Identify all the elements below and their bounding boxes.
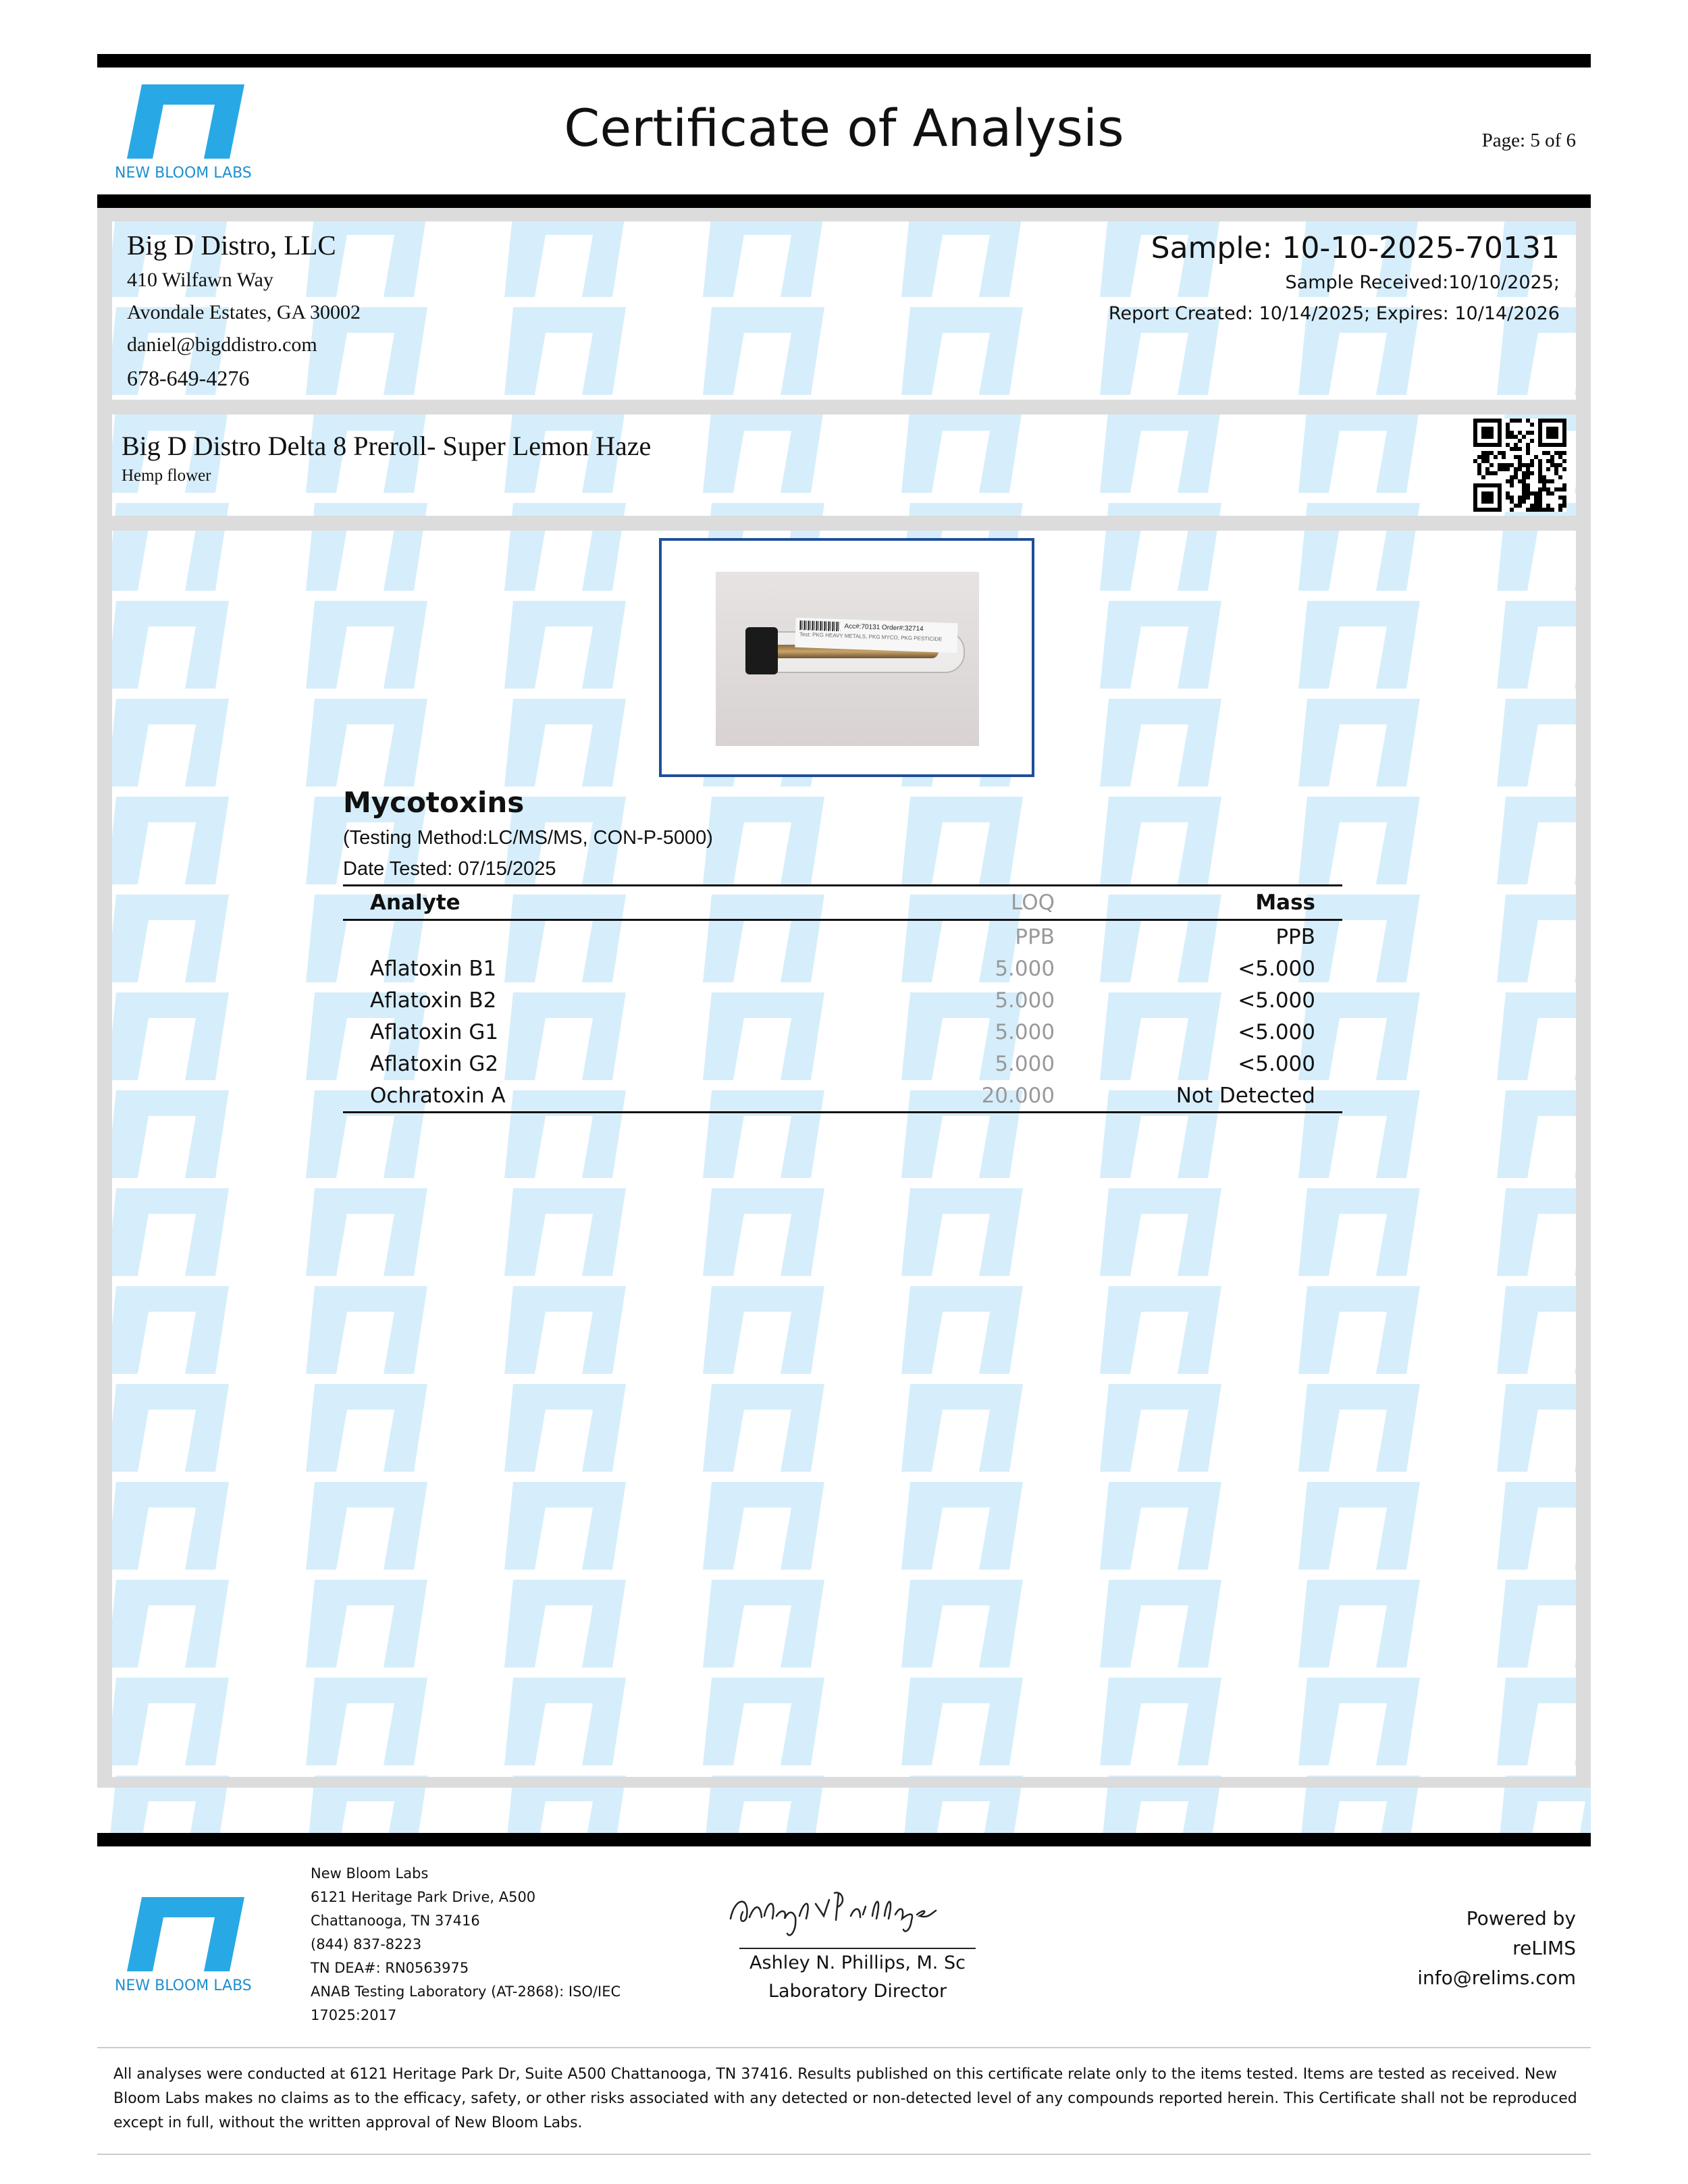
header-mass: Mass <box>1082 886 1342 920</box>
watermark-logo-icon <box>1282 692 1430 793</box>
mass-value: <5.000 <box>1238 988 1315 1013</box>
report-dates: Report Created: 10/14/2025; Expires: 10/14/2026 <box>1108 303 1560 324</box>
watermark-logo-icon <box>97 888 239 989</box>
watermark-logo-icon <box>97 1084 239 1185</box>
watermark-logo-icon <box>1480 692 1591 793</box>
header-logo-text: NEW BLOOM LABS <box>115 165 252 182</box>
watermark-logo-icon <box>487 1671 636 1772</box>
watermark-logo-icon <box>487 496 636 597</box>
watermark-logo-icon <box>487 1279 636 1381</box>
footer-logo <box>115 1897 270 1994</box>
watermark-row <box>97 1181 1591 1283</box>
frame-left <box>97 208 112 1788</box>
product-type: Hemp flower <box>122 467 211 485</box>
watermark-row <box>97 1671 1591 1772</box>
disclaimer-top-rule <box>97 2047 1591 2048</box>
product-name: Big D Distro Delta 8 Preroll- Super Lemon Haze <box>122 431 652 461</box>
watermark-logo-icon <box>289 1181 438 1283</box>
disclaimer-bottom-rule <box>97 2154 1591 2155</box>
watermark-logo-icon <box>1480 986 1591 1087</box>
watermark-logo-icon <box>289 1573 438 1674</box>
watermark-logo-icon <box>97 986 239 1087</box>
mycotoxins-table <box>343 884 1342 1113</box>
watermark-logo-icon <box>289 1377 438 1479</box>
lab-info-line: Chattanooga, TN 37416 <box>311 1913 480 1929</box>
watermark-logo-icon <box>1480 1084 1591 1185</box>
watermark-logo-icon <box>1480 1573 1591 1674</box>
table-row <box>343 1048 1342 1080</box>
watermark-logo-icon <box>487 1573 636 1674</box>
loq-unit: PPB <box>1015 924 1055 949</box>
sample-id: Sample: 10-10-2025-70131 <box>1151 231 1560 265</box>
watermark-logo-icon <box>686 1181 835 1283</box>
page-number: Page: 5 of 6 <box>1481 130 1576 151</box>
vial-label-line2: Test: PKG HEAVY METALS, PKG MYCO, PKG PESTICIDE <box>799 631 943 643</box>
watermark-logo-icon <box>1480 1475 1591 1576</box>
watermark-logo-icon <box>686 1279 835 1381</box>
handwritten-signature <box>722 1877 993 1944</box>
watermark-logo-icon <box>487 594 636 695</box>
watermark-logo-icon <box>1083 1279 1232 1381</box>
footer-rule <box>97 1833 1591 1846</box>
watermark-logo-icon <box>97 1573 239 1674</box>
header-loq: LOQ <box>910 886 1082 920</box>
table-row <box>343 984 1342 1016</box>
watermark-logo-icon <box>686 1475 835 1576</box>
header-analyte: Analyte <box>343 886 910 920</box>
top-rule <box>97 54 1591 68</box>
loq-value: 5.000 <box>995 956 1055 981</box>
watermark-logo-icon <box>1083 1573 1232 1674</box>
watermark-logo-icon <box>1083 692 1232 793</box>
lab-info-line: 6121 Heritage Park Drive, A500 <box>311 1889 536 1905</box>
watermark-logo-icon <box>1282 1279 1430 1381</box>
watermark-logo-icon <box>885 1181 1033 1283</box>
loq-value: 5.000 <box>995 1019 1055 1044</box>
frame-divider-2 <box>97 516 1591 531</box>
product-photo-frame <box>659 538 1034 777</box>
loq-value: 5.000 <box>995 988 1055 1013</box>
watermark-logo-icon <box>97 790 239 891</box>
watermark-logo-icon <box>1282 1573 1430 1674</box>
client-name: Big D Distro, LLC <box>127 230 336 261</box>
client-address-line1: 410 Wilfawn Way <box>127 269 273 291</box>
mycotoxins-section <box>343 783 1342 1113</box>
watermark-logo-icon <box>1083 1377 1232 1479</box>
section-title: Mycotoxins <box>343 786 525 819</box>
lab-info-line: TN DEA#: RN0563975 <box>311 1960 469 1976</box>
watermark-logo-icon <box>1282 1475 1430 1576</box>
watermark-logo-icon <box>1282 496 1430 597</box>
watermark-logo-icon <box>289 1671 438 1772</box>
footer-logo-text: NEW BLOOM LABS <box>115 1977 252 1994</box>
watermark-logo-icon <box>289 692 438 793</box>
watermark-logo-icon <box>1480 1377 1591 1479</box>
watermark-logo-icon <box>487 300 636 402</box>
watermark-logo-icon <box>97 1671 239 1772</box>
frame-bottom <box>97 1777 1591 1788</box>
frame-right <box>1576 208 1591 1788</box>
watermark-logo-icon <box>289 1279 438 1381</box>
watermark-logo-icon <box>1480 1181 1591 1283</box>
header-rule <box>97 194 1591 208</box>
watermark-logo-icon <box>686 300 835 402</box>
watermark-logo-icon <box>1480 1671 1591 1772</box>
sample-received: Sample Received:10/10/2025; <box>1285 272 1560 293</box>
watermark-logo-icon <box>487 692 636 793</box>
client-phone: 678-649-4276 <box>127 366 250 390</box>
watermark-logo-icon <box>1282 1181 1430 1283</box>
watermark-logo-icon <box>1480 1279 1591 1381</box>
product-photo <box>716 572 979 746</box>
watermark-logo-icon <box>1083 496 1232 597</box>
table-row <box>343 1080 1342 1113</box>
vial-label-line1: Acc#:70131 Order#:32714 <box>844 622 924 633</box>
watermark-logo-icon <box>97 1279 239 1381</box>
lab-info <box>311 1862 621 2027</box>
product-block <box>122 429 651 488</box>
disclaimer: All analyses were conducted at 6121 Heritage Park Dr, Suite A500 Chattanooga, TN 37416. Results published on this certificate relate only to the items tested. Items are tested as received. New Bloom Labs makes no claims as to the efficacy, safety, or other risks associated with any detected or non-detected level of any compounds reported herein. This Certificate shall not be reproduced except in full, without the written approval of New Bloom Labs. <box>113 2066 1577 2131</box>
mass-value: <5.000 <box>1238 1019 1315 1044</box>
watermark-logo-icon <box>487 1475 636 1576</box>
client-block <box>127 226 361 395</box>
date-tested: Date Tested: 07/15/2025 <box>343 858 556 880</box>
watermark-row <box>97 1279 1591 1381</box>
signer-name: Ashley N. Phillips, M. Sc <box>749 1952 966 1973</box>
watermark-logo-icon <box>686 1671 835 1772</box>
watermark-logo-icon <box>885 1377 1033 1479</box>
watermark-logo-icon <box>97 1377 239 1479</box>
analyte-name: Aflatoxin B2 <box>370 988 497 1013</box>
vial-cap <box>745 627 778 674</box>
watermark-logo-icon <box>1282 1671 1430 1772</box>
frame-divider-1 <box>97 400 1591 415</box>
watermark-logo-icon <box>686 1573 835 1674</box>
analyte-name: Aflatoxin G1 <box>370 1019 499 1044</box>
watermark-logo-icon <box>1282 594 1430 695</box>
loq-value: 20.000 <box>910 1080 1082 1113</box>
watermark-logo-icon <box>487 1377 636 1479</box>
powered-by-email[interactable]: info@relims.com <box>1417 1967 1576 1989</box>
mass-value: Not Detected <box>1082 1080 1342 1113</box>
watermark-logo-icon <box>885 1475 1033 1576</box>
client-email: daniel@bigddistro.com <box>127 334 317 356</box>
analyte-name: Aflatoxin B1 <box>370 956 497 981</box>
watermark-row <box>97 1475 1591 1576</box>
watermark-row <box>97 1377 1591 1479</box>
units-spacer <box>343 920 910 953</box>
watermark-logo-icon <box>97 594 239 695</box>
page-title: Certificate of Analysis <box>564 98 1124 158</box>
testing-method: (Testing Method:LC/MS/MS, CON-P-5000) <box>343 827 713 849</box>
qr-code[interactable] <box>1473 419 1566 512</box>
loq-value: 5.000 <box>995 1051 1055 1076</box>
table-row <box>343 953 1342 984</box>
signature-block <box>722 1877 993 2006</box>
watermark-logo-icon <box>1083 1475 1232 1576</box>
mass-value: <5.000 <box>1238 1051 1315 1076</box>
watermark-logo-icon <box>1480 790 1591 891</box>
watermark-logo-icon <box>1083 1671 1232 1772</box>
analyte-name: Aflatoxin G2 <box>370 1051 499 1076</box>
watermark-logo-icon <box>289 594 438 695</box>
sample-block <box>1109 230 1560 329</box>
watermark-logo-icon <box>1083 1181 1232 1283</box>
watermark-logo-icon <box>1083 594 1232 695</box>
qr-code-icon <box>1473 419 1566 512</box>
signer-title: Laboratory Director <box>768 1981 947 2002</box>
watermark-logo-icon <box>487 1181 636 1283</box>
analyte-name: Ochratoxin A <box>343 1080 910 1113</box>
watermark-logo-icon <box>885 1671 1033 1772</box>
frame-top <box>97 208 1591 221</box>
watermark-logo-icon <box>885 1279 1033 1381</box>
watermark-logo-icon <box>686 1377 835 1479</box>
watermark-logo-icon <box>1480 888 1591 989</box>
watermark-logo-icon <box>885 1573 1033 1674</box>
powered-by-name: reLIMS <box>1512 1937 1576 1959</box>
watermark-logo-icon <box>1282 1377 1430 1479</box>
mass-unit: PPB <box>1275 924 1315 949</box>
vial-label <box>795 618 957 653</box>
lab-info-line: (844) 837-8223 <box>311 1936 422 1952</box>
units-row <box>343 920 1342 953</box>
lab-info-line: 17025:2017 <box>311 2007 397 2023</box>
powered-by-block <box>1417 1904 1576 1993</box>
watermark-row <box>97 1573 1591 1674</box>
watermark-logo-icon <box>97 496 239 597</box>
lab-info-line: New Bloom Labs <box>311 1865 429 1882</box>
powered-by-label: Powered by <box>1466 1907 1576 1929</box>
mass-value: <5.000 <box>1238 956 1315 981</box>
table-row <box>343 1016 1342 1048</box>
lab-info-line: ANAB Testing Laboratory (AT-2868): ISO/IEC <box>311 1983 621 2000</box>
table-header-row <box>343 886 1342 920</box>
watermark-logo-icon <box>97 692 239 793</box>
watermark-logo-icon <box>289 1475 438 1576</box>
watermark-logo-icon <box>97 1181 239 1283</box>
watermark-logo-icon <box>885 300 1033 402</box>
watermark-logo-icon <box>289 496 438 597</box>
watermark-logo-icon <box>1480 594 1591 695</box>
watermark-logo-icon <box>97 1475 239 1576</box>
client-address-line2: Avondale Estates, GA 30002 <box>127 301 361 323</box>
footer-logo-mark-icon <box>115 1897 270 1971</box>
